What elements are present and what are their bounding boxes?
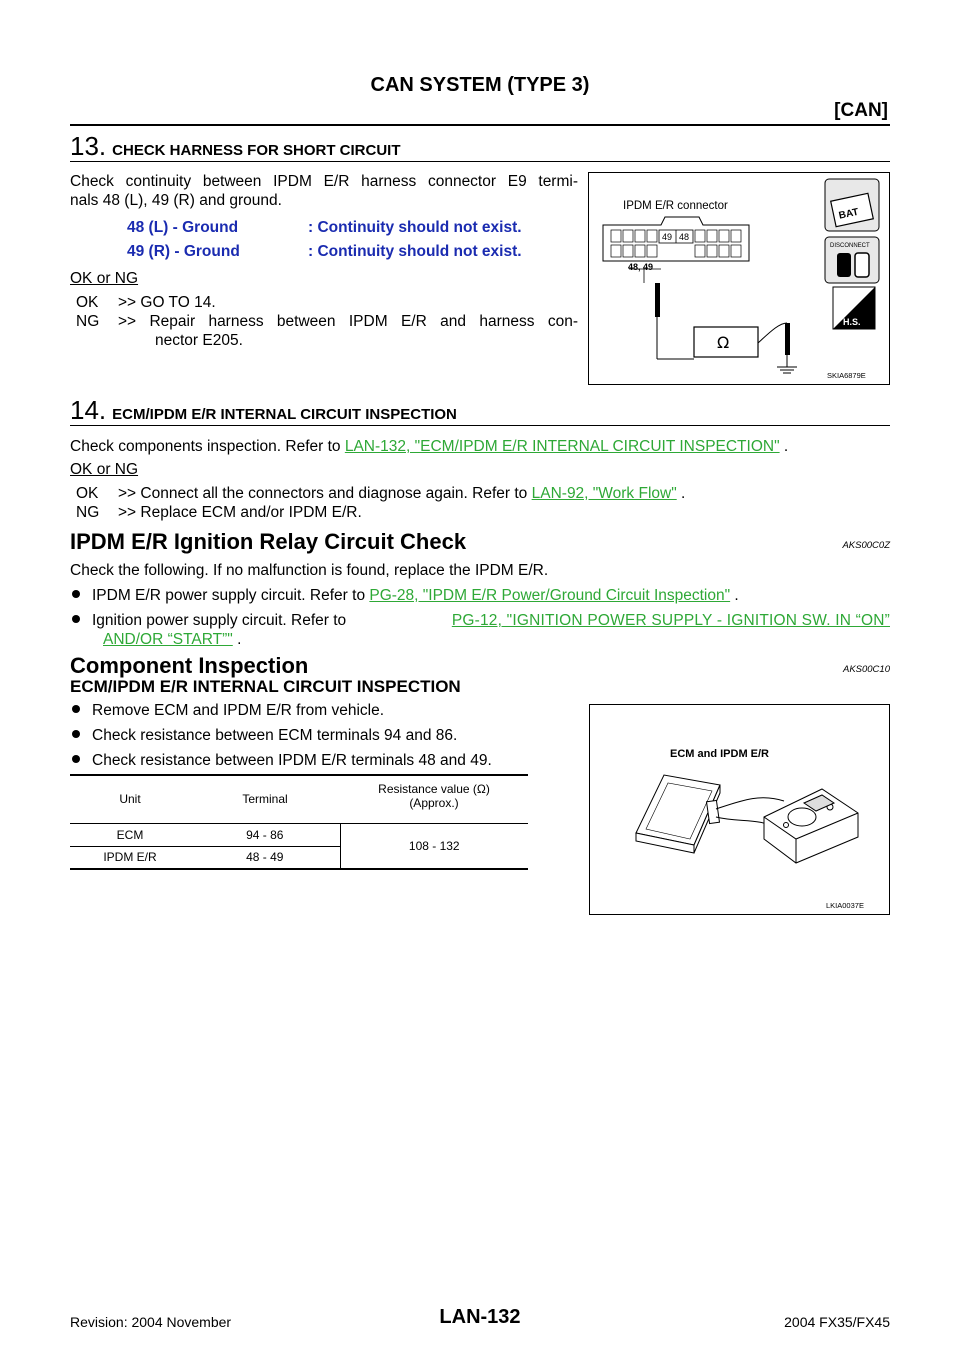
step13-ok-action: >> GO TO 14.	[118, 294, 216, 311]
component-subheading: ECM/IPDM E/R INTERNAL CIRCUIT INSPECTION	[70, 677, 461, 696]
header-rule	[70, 124, 890, 126]
step14-text	[70, 437, 788, 456]
disconnect-label: DISCONNECT	[830, 243, 870, 249]
step13-ok-label: OK	[76, 294, 99, 311]
check-pair-2: 49 (R) - Ground	[127, 243, 240, 260]
bullet-dot	[72, 755, 80, 763]
figure-lkia0037e	[589, 704, 890, 915]
step13-ng-label: NG	[76, 313, 100, 330]
bullet-dot	[72, 705, 80, 713]
cell-terminal: 48 - 49	[246, 850, 284, 865]
check-result-1: : Continuity should not exist.	[308, 219, 522, 236]
step13-ok-or-ng: OK or NG	[70, 270, 139, 287]
step13-number: 13.	[70, 131, 107, 161]
multimeter-drawing	[764, 789, 858, 863]
battery-icon	[825, 179, 879, 231]
component-bullet-3-text: Check resistance between IPDM E/R terminals 48 and 49.	[92, 752, 492, 769]
component-bullet-1	[72, 701, 384, 720]
relay-bullet-2-text: Ignition power supply circuit. Refer to	[92, 612, 347, 629]
bat-label: BAT	[837, 206, 860, 222]
step13-heading	[70, 131, 401, 162]
probe-right	[785, 323, 790, 355]
relay-bullet-2	[72, 611, 890, 649]
section-tag: [CAN]	[834, 100, 888, 121]
header-terminal: Terminal	[242, 792, 288, 807]
header-resistance-line1: Resistance value (Ω)	[378, 782, 490, 796]
ohm-symbol: Ω	[717, 333, 730, 352]
probe-label: 48, 49	[628, 262, 654, 272]
figure2-title: ECM and IPDM E/R	[670, 748, 770, 760]
cell-resistance: 108 - 132	[340, 823, 528, 869]
step14-heading	[70, 395, 457, 426]
cell-terminal: 94 - 86	[246, 827, 284, 842]
relay-bullet-1-text: IPDM E/R power supply circuit. Refer to	[92, 587, 370, 604]
cell-unit: IPDM E/R	[103, 850, 157, 865]
step13-text	[70, 172, 578, 210]
relay-code: AKS00C0Z	[842, 540, 890, 551]
footer-model: 2004 FX35/FX45	[784, 1314, 890, 1330]
ecm-measurement-diagram	[590, 705, 889, 914]
figure-skia6879e	[588, 172, 890, 385]
header-resistance-line2: (Approx.)	[409, 796, 459, 810]
footer-revision: Revision: 2004 November	[70, 1314, 232, 1330]
bullet-dot	[72, 730, 80, 738]
step14-ok-or-ng: OK or NG	[70, 461, 139, 478]
step14-text-suffix: .	[779, 438, 789, 455]
component-heading: Component Inspection	[70, 653, 309, 678]
relay-bullet-2-line1	[72, 611, 890, 630]
probe-left	[655, 283, 660, 317]
component-bullet-3	[72, 751, 492, 770]
check-result-2: : Continuity should not exist.	[308, 243, 522, 260]
disconnect-icon	[825, 237, 879, 283]
table-header-row	[70, 775, 528, 823]
cell-unit: ECM	[116, 827, 144, 842]
relay-bullet-2-suffix: .	[232, 631, 242, 648]
relay-bullet-2-link-line1[interactable]: PG-12, "IGNITION POWER SUPPLY - IGNITION SW. IN “ON”	[451, 612, 890, 629]
relay-bullet-2-line2	[72, 630, 890, 649]
relay-bullet-1-link[interactable]: PG-28, "IPDM E/R Power/Ground Circuit Inspection"	[369, 587, 731, 604]
step14-link[interactable]: LAN-132, "ECM/IPDM E/R INTERNAL CIRCUIT INSPECTION"	[344, 438, 780, 455]
header-unit: Unit	[119, 792, 141, 807]
component-code: AKS00C10	[842, 664, 890, 675]
figure-code: SKIA6879E	[827, 371, 866, 380]
component-bullet-2	[72, 726, 457, 745]
step14-ok-action-suffix: .	[676, 485, 686, 502]
component-bullet-1-text: Remove ECM and IPDM E/R from vehicle.	[92, 702, 385, 719]
step14-ng-action: >> Replace ECM and/or IPDM E/R.	[118, 504, 362, 521]
step13-text-line2: nals 48 (L), 49 (R) and ground.	[70, 192, 282, 209]
relay-bullet-2-link-line2[interactable]: AND/OR “START”"	[103, 631, 233, 648]
pin-49-label: 49	[662, 232, 673, 242]
step14-text-prefix: Check components inspection. Refer to	[70, 438, 345, 455]
relay-heading: IPDM E/R Ignition Relay Circuit Check	[70, 529, 467, 554]
relay-bullet-1	[72, 586, 739, 605]
step13-ng-action-2: nector E205.	[155, 332, 243, 349]
bullet-dot	[72, 615, 80, 623]
step13-text-line1: Check continuity between IPDM E/R harness connector E9 termi-	[70, 173, 578, 190]
step14-ok-action-text: >> Connect all the connectors and diagnose again. Refer to	[118, 485, 532, 502]
resistance-table-wrap	[70, 774, 528, 870]
header-resistance	[340, 775, 528, 823]
connector-label: IPDM E/R connector	[623, 200, 728, 212]
control-unit-drawing	[636, 775, 720, 853]
page-title: CAN SYSTEM (TYPE 3)	[370, 74, 590, 96]
pin-48-label: 48	[679, 232, 690, 242]
step13-ng-action-1: >> Repair harness between IPDM E/R and harness con-	[118, 313, 578, 330]
step14-ng-label: NG	[76, 504, 100, 521]
figure2-code: LKIA0037E	[826, 901, 864, 910]
resistance-table	[70, 774, 528, 870]
bullet-dot	[72, 590, 80, 598]
step13-rule	[70, 161, 890, 162]
relay-intro: Check the following. If no malfunction is found, replace the IPDM E/R.	[70, 562, 549, 579]
component-bullet-2-text: Check resistance between ECM terminals 94 and 86.	[92, 727, 458, 744]
step13-title: CHECK HARNESS FOR SHORT CIRCUIT	[112, 142, 401, 159]
step14-rule	[70, 425, 890, 426]
step14-title: ECM/IPDM E/R INTERNAL CIRCUIT INSPECTION	[112, 406, 457, 423]
step14-ok-label: OK	[76, 485, 99, 502]
step14-number: 14.	[70, 395, 107, 425]
table-row	[70, 823, 528, 846]
hand-strap-icon	[833, 287, 875, 329]
relay-bullet-1-suffix: .	[730, 587, 739, 604]
step14-ok-action	[118, 484, 685, 503]
connector-diagram	[589, 173, 889, 384]
hs-label: H.S.	[843, 317, 861, 327]
check-pair-1: 48 (L) - Ground	[127, 219, 239, 236]
step14-ok-link[interactable]: LAN-92, "Work Flow"	[531, 485, 677, 502]
footer-page-number: LAN-132	[439, 1306, 521, 1328]
